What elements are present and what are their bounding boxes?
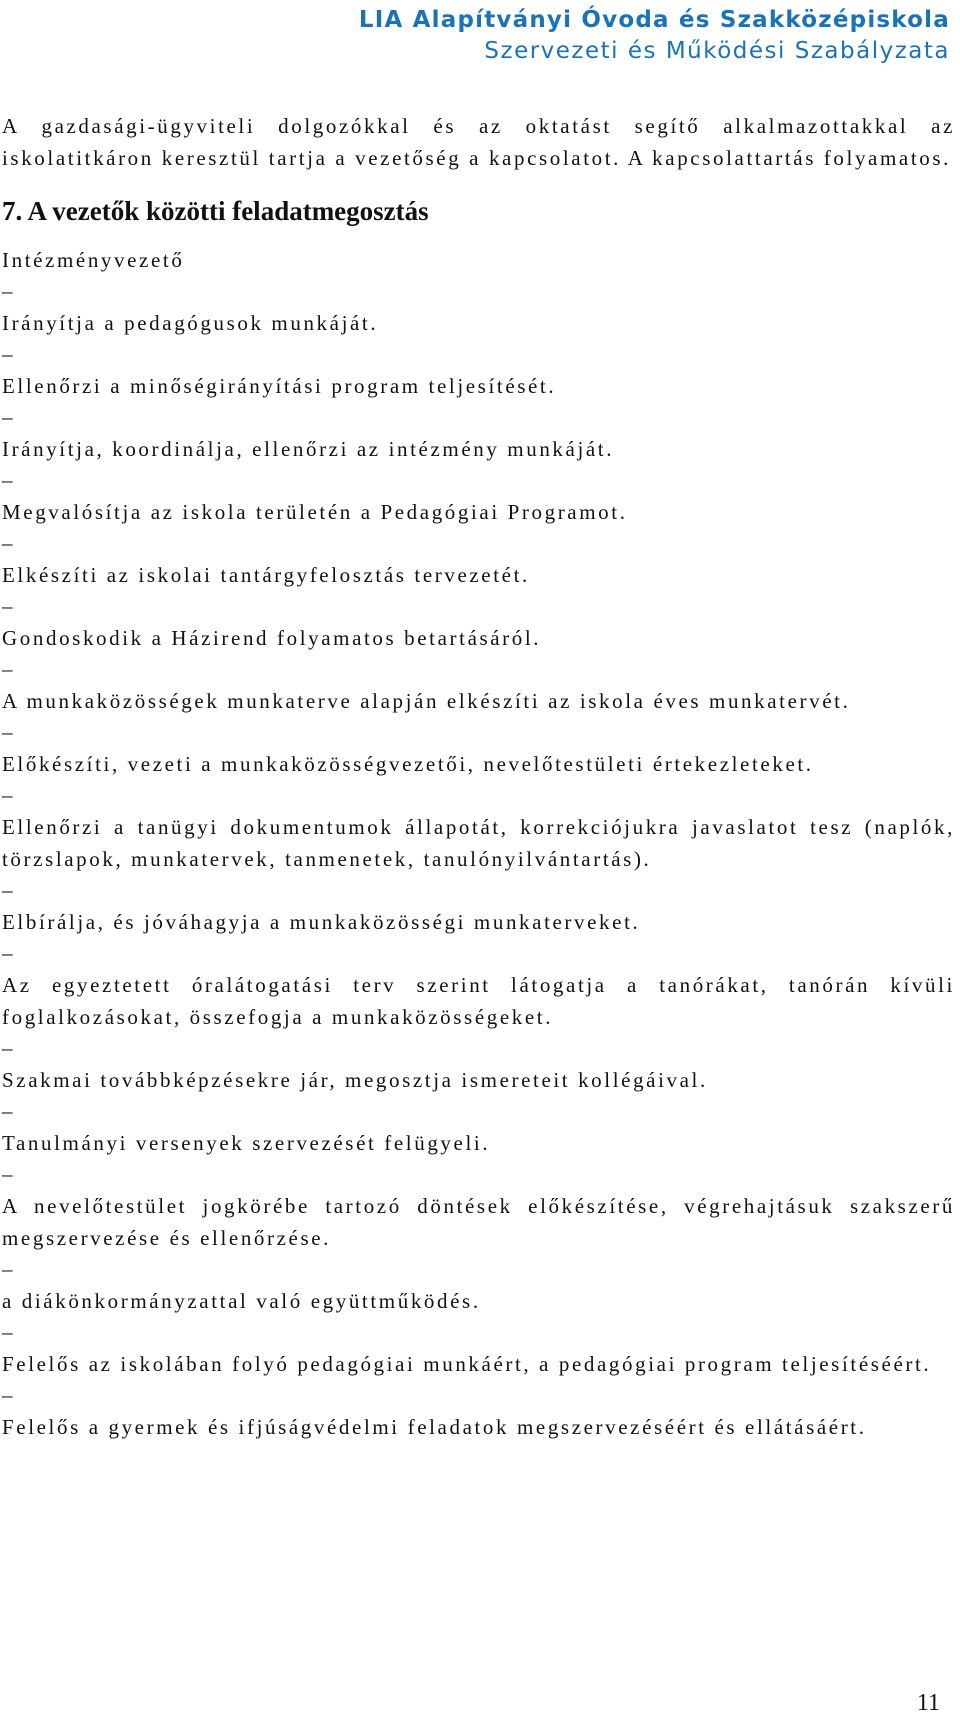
list-item: Elkészíti az iskolai tantárgyfelosztás tervezetét.: [2, 563, 530, 587]
dash-marker: –: [2, 720, 16, 744]
dash-marker: –: [2, 878, 16, 902]
list-item: Elbírálja, és jóváhagyja a munkaközösségi munkaterveket.: [2, 910, 641, 934]
duty-list: [2, 276, 955, 1443]
list-item: Gondoskodik a Házirend folyamatos betartásáról.: [2, 626, 542, 650]
section-heading: 7. A vezetők közötti feladatmegosztás: [2, 196, 429, 226]
list-item: Tanulmányi versenyek szervezését felügyeli.: [2, 1131, 491, 1155]
header-subtitle: Szervezeti és Működési Szabályzata: [484, 38, 950, 64]
list-item: Irányítja a pedagógusok munkáját.: [2, 311, 379, 335]
list-item: Irányítja, koordinálja, ellenőrzi az intézmény munkáját.: [2, 437, 615, 461]
dash-marker: –: [2, 1099, 16, 1123]
list-item: Szakmai továbbképzésekre jár, megosztja ismereteit kollégáival.: [2, 1068, 708, 1092]
dash-marker: –: [2, 468, 16, 492]
list-item: A nevelőtestület jogkörébe tartozó döntések előkészítése, végrehajtásuk szakszerű megszervezése és ellenőrzése.: [2, 1194, 955, 1250]
dash-marker: –: [2, 1257, 16, 1281]
list-item: Ellenőrzi a tanügyi dokumentumok állapotát, korrekciójukra javaslatot tesz (naplók, törzslapok, munkatervek, tanmenetek, tanulónyilvántartás).: [2, 815, 955, 871]
list-item: Előkészíti, vezeti a munkaközösségvezetői, nevelőtestületi értekezleteket.: [2, 752, 814, 776]
dash-marker: –: [2, 594, 16, 618]
role-title: Intézményvezető: [2, 248, 185, 272]
dash-marker: –: [2, 279, 16, 303]
list-item: a diákönkormányzattal való együttműködés.: [2, 1289, 481, 1313]
list-item: Ellenőrzi a minőségirányítási program teljesítését.: [2, 374, 557, 398]
dash-marker: –: [2, 941, 16, 965]
dash-marker: –: [2, 531, 16, 555]
dash-marker: –: [2, 342, 16, 366]
list-item: Felelős a gyermek és ifjúságvédelmi feladatok megszervezéséért és ellátásáért.: [2, 1415, 867, 1439]
list-item: Felelős az iskolában folyó pedagógiai munkáért, a pedagógiai program teljesítéséért.: [2, 1352, 932, 1376]
document-body: [2, 110, 955, 1443]
page-number: 11: [916, 1690, 940, 1716]
list-item: Az egyeztetett óralátogatási terv szerint látogatja a tanórákat, tanórán kívüli foglalkozásokat, összefogja a munkaközösségeket.: [2, 973, 955, 1029]
intro-paragraph: A gazdasági-ügyviteli dolgozókkal és az oktatást segítő alkalmazottakkal az iskolatitkáron keresztül tartja a vezetőség a kapcsolatot. A kapcsolattartás folyamatos.: [2, 114, 955, 170]
dash-marker: –: [2, 405, 16, 429]
dash-marker: –: [2, 783, 16, 807]
dash-marker: –: [2, 1036, 16, 1060]
dash-marker: –: [2, 1383, 16, 1407]
dash-marker: –: [2, 657, 16, 681]
list-item: A munkaközösségek munkaterve alapján elkészíti az iskola éves munkatervét.: [2, 689, 851, 713]
page-header: [359, 4, 950, 66]
dash-marker: –: [2, 1320, 16, 1344]
header-title: LIA Alapítványi Óvoda és Szakközépiskola: [358, 7, 950, 33]
dash-marker: –: [2, 1162, 16, 1186]
list-item: Megvalósítja az iskola területén a Pedagógiai Programot.: [2, 500, 628, 524]
